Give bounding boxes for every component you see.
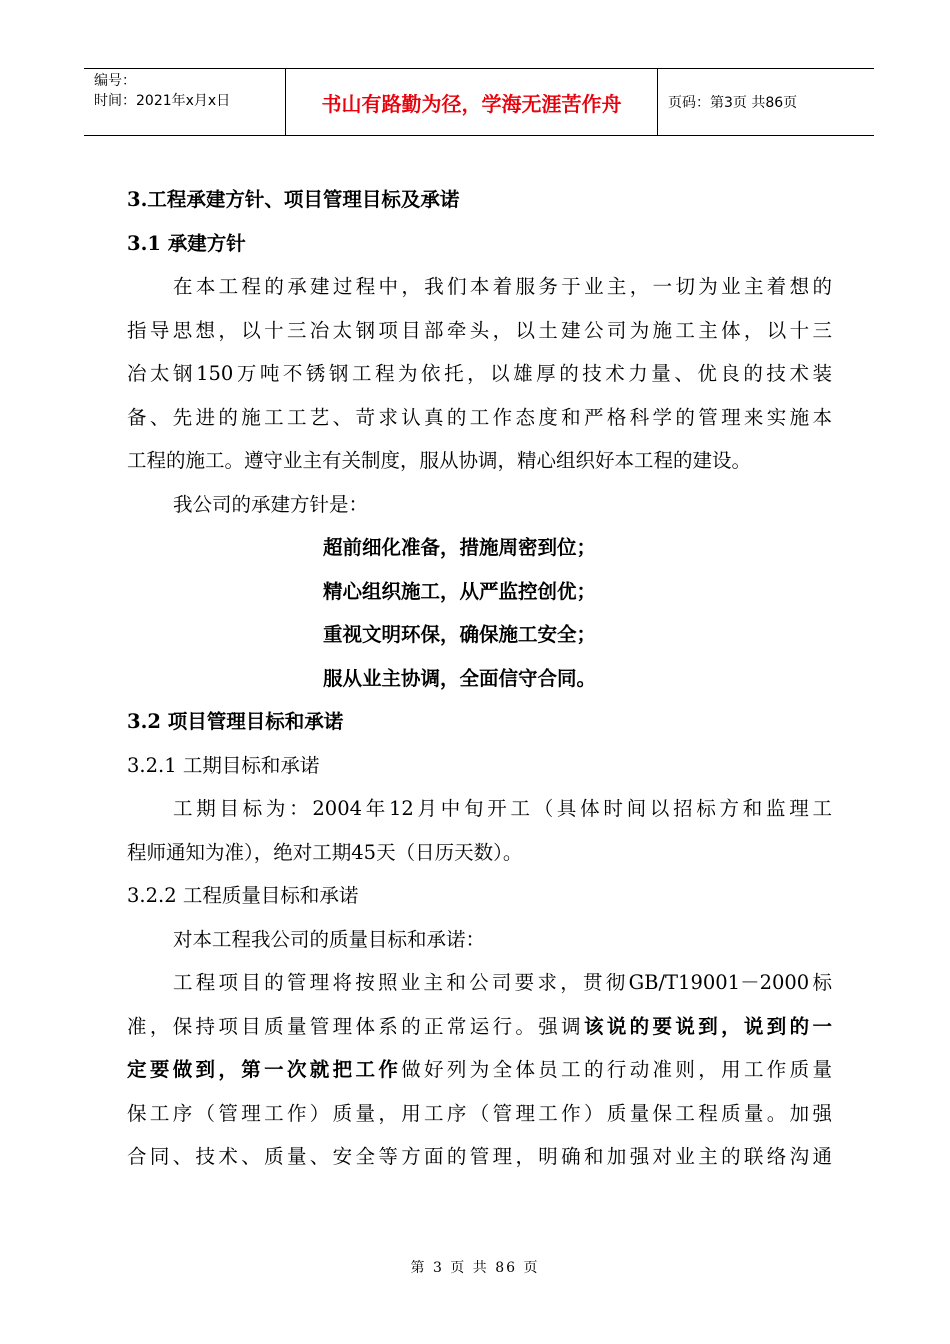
emphasis-text: 定要做到，第一次就把工作 [127,1058,402,1081]
subsection-heading: 3.2 项目管理目标和承诺 [127,710,344,733]
text-line: 工期目标为：2004年12月中旬开工（具体时间以招标方和监理工 [173,797,832,820]
sub-subsection-heading: 3.2.1 工期目标和承诺 [127,753,320,777]
doc-time-label: 时间：2021年x月x日 [94,93,231,109]
text-span: 准，保持项目质量管理体系的正常运行。强调 [127,1014,584,1038]
policy-item: 服从业主协调，全面信守合同。 [323,666,597,690]
paragraph: 对本工程我公司的质量目标和承诺： [173,927,486,951]
paragraph [127,265,832,483]
section-heading: 3.工程承建方针、项目管理目标及承诺 [127,188,460,211]
text-line [127,1005,832,1049]
paragraph [127,787,832,874]
text-line [127,1048,832,1092]
paragraph: 我公司的承建方针是： [173,492,369,516]
text-line: 程师通知为准），绝对工期45天（日历天数）。 [127,840,523,864]
policy-item: 重视文明环保，确保施工安全； [323,623,597,646]
paragraph [127,961,832,1179]
header-motto: 书山有路勤为径，学海无涯苦作舟 [286,69,658,135]
policy-item: 超前细化准备，措施周密到位； [323,536,597,559]
text-line: 指导思想，以十三冶太钢项目部牵头，以土建公司为施工主体，以十三 [127,318,832,342]
text-span: 做好列为全体员工的行动准则，用工作质量 [401,1058,832,1081]
header-table [84,68,874,136]
text-line: 合同、技术、质量、安全等方面的管理，明确和加强对业主的联络沟通 [127,1145,832,1168]
policy-item: 精心组织施工，从严监控创优； [323,579,597,603]
emphasis-text: 该说的要说到，说到的一 [583,1014,832,1038]
text-line: 保工序（管理工作）质量，用工序（管理工作）质量保工程质量。加强 [127,1101,832,1125]
document-body [127,178,832,1179]
text-line: 工程的施工。遵守业主有关制度，服从协调，精心组织好本工程的建设。 [127,449,752,472]
text-line: 在本工程的承建过程中，我们本着服务于业主，一切为业主着想的 [173,275,832,298]
header-meta [84,69,286,135]
doc-number-label: 编号： [94,73,136,89]
subsection-heading: 3.1 承建方针 [127,231,246,255]
text-line: 备、先进的施工工艺、苛求认真的工作态度和严格科学的管理来实施本 [127,405,832,429]
policy-list [127,526,832,700]
header-page-code: 页码：第3页 共86页 [668,95,798,111]
text-line: 冶太钢150万吨不锈钢工程为依托，以雄厚的技术力量、优良的技术装 [127,362,832,385]
sub-subsection-heading: 3.2.2 工程质量目标和承诺 [127,884,359,907]
page-footer: 第 3 页 共 86 页 [410,1260,540,1276]
text-line: 工程项目的管理将按照业主和公司要求，贯彻GB/T19001－2000标 [173,971,832,994]
